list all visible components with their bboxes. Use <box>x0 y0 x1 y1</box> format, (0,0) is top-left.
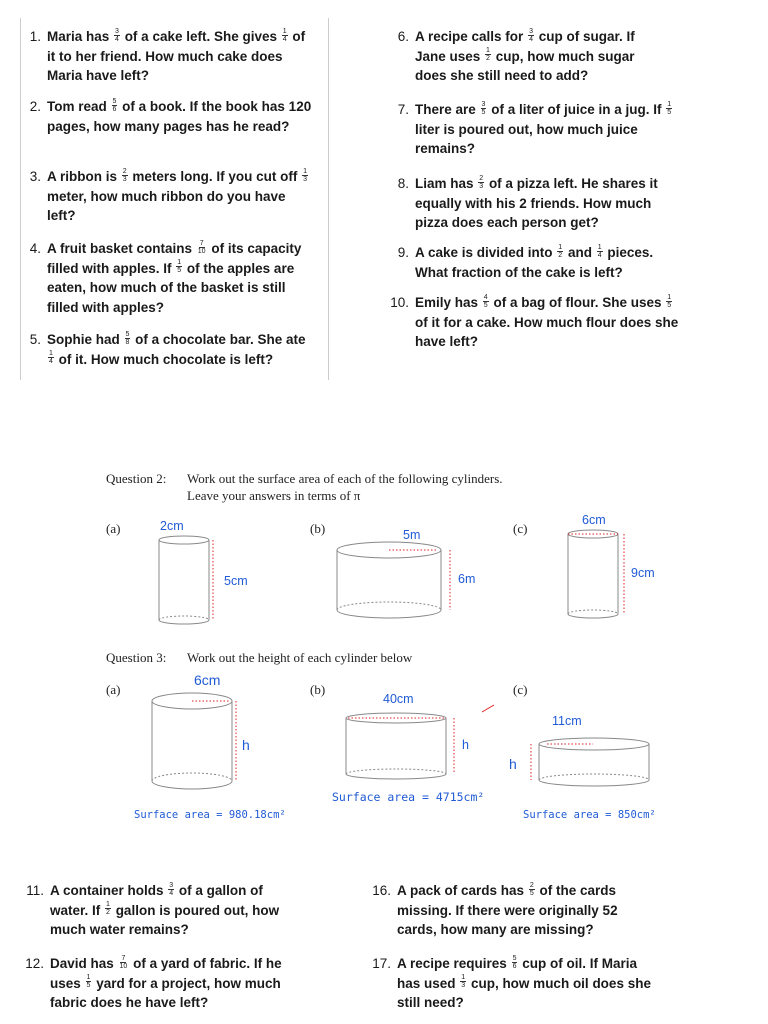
fraction: $\frac{3}{4}$ <box>115 27 119 43</box>
question-number: 2. <box>29 99 41 114</box>
fraction: $\frac{7}{10}$ <box>119 954 128 970</box>
question-2-line-2: Leave your answers in terms of π <box>187 488 361 503</box>
fraction: $\frac{1}{5}$ <box>177 259 182 275</box>
fraction: $\frac{3}{4}$ <box>529 27 533 43</box>
q3-a-surface-area: Surface area = 980.18cm² <box>134 809 286 821</box>
question-number: 4. <box>29 241 41 256</box>
q3-b-surface-area: Surface area = 4715cm² <box>332 790 485 804</box>
fraction: $\frac{1}{5}$ <box>667 100 672 116</box>
fraction: $\frac{1}{4}$ <box>597 243 602 259</box>
fraction: $\frac{4}{5}$ <box>483 293 488 309</box>
question-text: A recipe requires $\frac{5}{6}$ cup of oil. If Maria has used $\frac{1}{3}$ cup, how much oil does she still need? <box>397 954 651 1010</box>
fraction: $\frac{2}{3}$ <box>122 167 127 183</box>
fraction: $\frac{1}{3}$ <box>303 167 308 183</box>
q3-c-h: h <box>509 756 517 772</box>
fraction: $\frac{1}{2}$ <box>106 901 110 917</box>
q2-c-radius: 6cm <box>582 513 606 527</box>
fraction: $\frac{1}{5}$ <box>86 974 91 990</box>
fraction: $\frac{7}{10}$ <box>197 239 206 255</box>
q3-b-h: h <box>462 738 469 752</box>
question-text: Tom read $\frac{5}{6}$ of a book. If the book has 120 pages, how many pages has he read? <box>47 97 312 134</box>
fraction: $\frac{5}{8}$ <box>125 330 130 346</box>
fraction: $\frac{2}{3}$ <box>479 174 484 190</box>
question-text: A container holds $\frac{3}{4}$ of a gallon of water. If $\frac{1}{2}$ gallon is poured out, how much water remains? <box>50 881 280 937</box>
fraction: $\frac{1}{5}$ <box>667 293 672 309</box>
q2-b-height: 6m <box>458 572 476 586</box>
question-11 <box>26 881 300 940</box>
q2-c-tag: (c) <box>513 521 528 536</box>
fraction: $\frac{1}{2}$ <box>558 243 563 259</box>
question-3-line-1: Work out the height of each cylinder below <box>187 650 413 665</box>
fraction: $\frac{2}{5}$ <box>529 881 534 897</box>
question-number: 3. <box>29 169 41 184</box>
q2-a-radius: 2cm <box>160 519 184 533</box>
q3-c-cylinder <box>531 738 649 786</box>
question-text: Maria has $\frac{3}{4}$ of a cake left. She gives $\frac{1}{4}$ of it to her friend. How much cake does Maria have left? <box>47 27 306 83</box>
q3-b-dim: 40cm <box>383 692 414 706</box>
fraction: $\frac{1}{4}$ <box>282 27 287 43</box>
q3-a-tag: (a) <box>106 682 121 697</box>
question-2-label: Question 2: <box>106 471 167 486</box>
question-text: David has $\frac{7}{10}$ of a yard of fabric. If he uses $\frac{1}{5}$ yard for a project, how much fabric does he have left? <box>50 954 282 1010</box>
q3-b-cylinder <box>346 705 494 779</box>
question-12 <box>25 954 300 1013</box>
question-number: 9. <box>397 245 409 260</box>
question-text: There are $\frac{3}{5}$ of a liter of juice in a jug. If $\frac{1}{5}$ liter is poured out, how much juice remains? <box>415 100 672 156</box>
q2-a-height: 5cm <box>224 574 248 588</box>
question-text: A cake is divided into $\frac{1}{2}$ and $\frac{1}{4}$ pieces. What fraction of the cake is left? <box>415 243 654 280</box>
q2-a-cylinder <box>159 536 213 624</box>
question-16 <box>372 881 627 940</box>
question-2-line-1: Work out the surface area of each of the following cylinders. <box>187 471 503 486</box>
q2-c-cylinder <box>568 530 624 618</box>
fraction: $\frac{5}{6}$ <box>512 954 517 970</box>
question-text: Emily has $\frac{4}{5}$ of a bag of flour. She uses $\frac{1}{5}$ of it for a cake. How much flour does she have left? <box>415 293 679 349</box>
question-17 <box>372 954 657 1013</box>
q3-c-dim: 11cm <box>552 714 582 728</box>
question-number: 17. <box>372 956 391 971</box>
question-number: 12. <box>25 956 44 971</box>
question-number: 6. <box>397 29 409 44</box>
question-number: 7. <box>397 102 409 117</box>
question-number: 8. <box>397 176 409 191</box>
question-text: A ribbon is $\frac{2}{3}$ meters long. If you cut off $\frac{1}{3}$ meter, how much ribbon do you have left? <box>47 167 308 223</box>
q2-b-tag: (b) <box>310 521 326 536</box>
question-text: A fruit basket contains $\frac{7}{10}$ of its capacity filled with apples. If $\frac{1}{5}$ of the apples are eaten, how much of the basket is still filled with apples? <box>47 239 302 315</box>
fraction: $\frac{5}{6}$ <box>112 97 117 113</box>
q3-a-cylinder <box>152 693 236 789</box>
fraction: $\frac{1}{3}$ <box>461 974 466 990</box>
question-number: 11. <box>26 883 44 898</box>
fraction: $\frac{1}{2}$ <box>486 47 490 63</box>
q3-a-h: h <box>242 737 250 753</box>
q3-a-dim: 6cm <box>194 672 221 688</box>
q2-c-height: 9cm <box>631 566 655 580</box>
q3-b-tag: (b) <box>310 682 326 697</box>
q2-a-tag: (a) <box>106 521 121 536</box>
question-3-label: Question 3: <box>106 650 167 665</box>
question-number: 16. <box>372 883 391 898</box>
question-text: A recipe calls for $\frac{3}{4}$ cup of sugar. If Jane uses $\frac{1}{2}$ cup, how much sugar does she still need to add? <box>415 27 635 83</box>
q2-b-radius: 5m <box>403 528 421 542</box>
q3-c-tag: (c) <box>513 682 528 697</box>
q2-b-cylinder <box>337 542 450 618</box>
fraction: $\frac{3}{5}$ <box>481 100 486 116</box>
question-number: 10. <box>390 295 409 310</box>
q3-c-surface-area: Surface area = 850cm² <box>523 809 656 821</box>
fraction: $\frac{3}{4}$ <box>169 881 174 897</box>
question-number: 5. <box>29 332 41 347</box>
question-text: A pack of cards has $\frac{2}{5}$ of the cards missing. If there were originally 52 cards, how many are missing? <box>397 881 618 937</box>
fraction: $\frac{1}{4}$ <box>49 350 53 366</box>
question-text: Sophie had $\frac{5}{8}$ of a chocolate bar. She ate $\frac{1}{4}$ of it. How much chocolate is left? <box>47 330 306 367</box>
question-number: 1. <box>29 29 41 44</box>
question-text: Liam has $\frac{2}{3}$ of a pizza left. He shares it equally with his 2 friends. How much pizza does each person get? <box>415 174 658 230</box>
